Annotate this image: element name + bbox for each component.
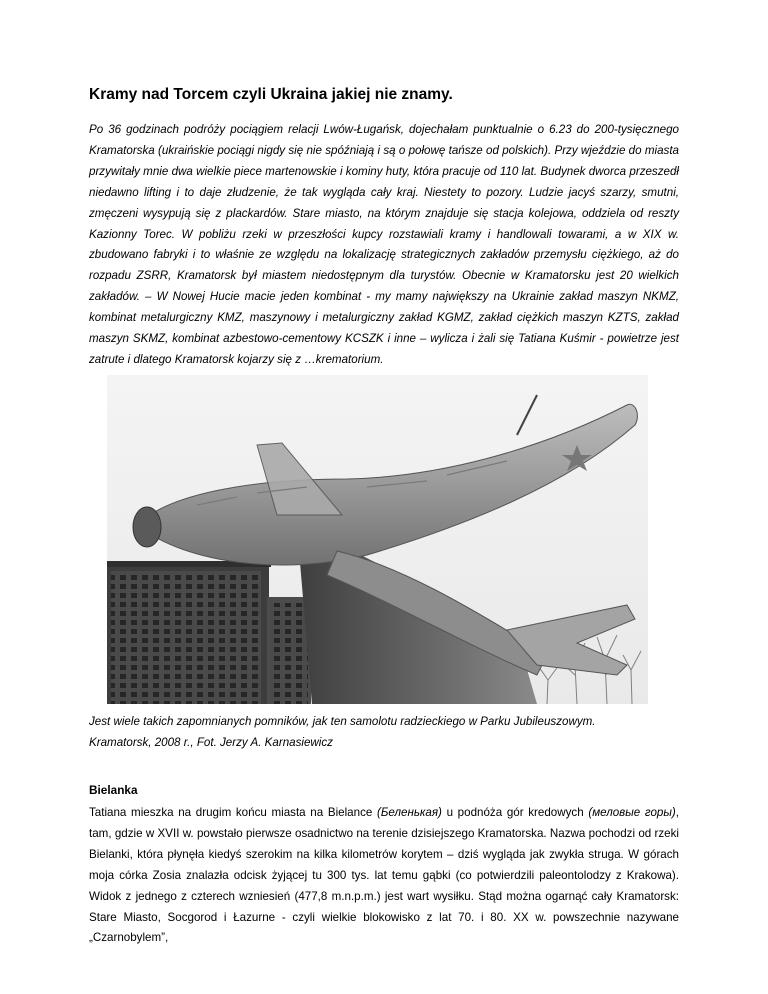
paragraph-text-b: u podnóża gór kredowych bbox=[441, 806, 589, 819]
article-lead-paragraph: Po 36 godzinach podróży pociągiem relacji Lwów-Ługańsk, dojechałam punktualnie o 6.23 do 200-tysięcznego Kramatorska (ukraińskie pociągi nigdy się nie spóźniają i są o połowę tańsze od polskich). Przy wjeździe do miasta przywitały mnie dwa wielkie piece martenowskie i kominy huty, która pracuje od 110 lat. Budynek dworca przeszedł niedawno lifting i to daje złudzenie, że tak wygląda cały kraj. Niestety to pozory. Ludzie jacyś szarzy, smutni, zmęczeni wysypują się z plackardów. Stare miasto, na którym znajduje się stacja kolejowa, oddziela od reszty Kazionny Torec. W pobliżu rzeki w przeszłości kupcy rozstawiali kramy i handlowali towarami, a w XIX w. zbudowano fabryki i to właśnie ze względu na lokalizację strategicznych zakładów przemysłu ciężkiego, aż do rozpadu ZSRR, Kramatorsk był miastem niedostępnym dla turystów. Obecnie w Kramatorsku jest 20 wielkich zakładów. – W Nowej Hucie macie jeden kombinat - my mamy największy na Ukrainie zakład maszyn NKMZ, kombinat metalurgiczny KMZ, maszynowy i metalurgiczny zakład KGMZ, zakład ciężkich maszyn KZTS, zakład maszyn SKMZ, kombinat azbestowo-cementowy KCSZK i inne – wylicza i żali się Tatiana Kuśmir - powietrze jest zatrute i dlatego Kramatorsk kojarzy się z …krematorium. bbox=[89, 123, 679, 366]
paragraph-text-a: Tatiana mieszka na drugim końcu miasta na Bielance bbox=[89, 806, 377, 819]
paragraph-cyrillic-a: (Беленькая) bbox=[376, 806, 442, 819]
photo-caption-line-1: Jest wiele takich zapomnianych pomników, jak ten samolotu radzieckiego w Parku Jubileuszowym. bbox=[89, 715, 596, 728]
photo-caption bbox=[89, 712, 679, 753]
paragraph-text-c: , tam, gdzie w XVII w. powstało pierwsze osadnictwo na terenie dzisiejszego Kramatorska. Nazwa pochodzi od rzeki Bielanki, która płynęła kiedyś szerokim na kilka kilometrów korytem – dziś wygląda jak zwykła struga. W górach moja córka Zosia znalazła odcisk żyjącej tu 300 tys. lat temu gąbki (co potwierdzili paleontolodzy z Krakowa). Widok z jednego z czterech wzniesień (477,8 m.n.p.m.) jest wart wysiłku. Stąd można ogarnąć cały Kramatorsk: Stare Miasto, Socgorod i Łazurne - czyli wielkie blokowisko z lat 70. i 80. XX w. powszechnie nazywane „Czarnobylem”, bbox=[89, 806, 679, 945]
section-paragraph bbox=[89, 803, 679, 949]
paragraph-cyrillic-b: (меловые горы) bbox=[588, 806, 676, 819]
photo-caption-line-2: Kramatorsk, 2008 r., Fot. Jerzy A. Karnasiewicz bbox=[89, 735, 333, 749]
article-title: Kramy nad Torcem czyli Ukraina jakiej nie znamy. bbox=[89, 86, 453, 103]
section-heading: Bielanka bbox=[89, 783, 138, 797]
monument-photo bbox=[107, 375, 648, 704]
